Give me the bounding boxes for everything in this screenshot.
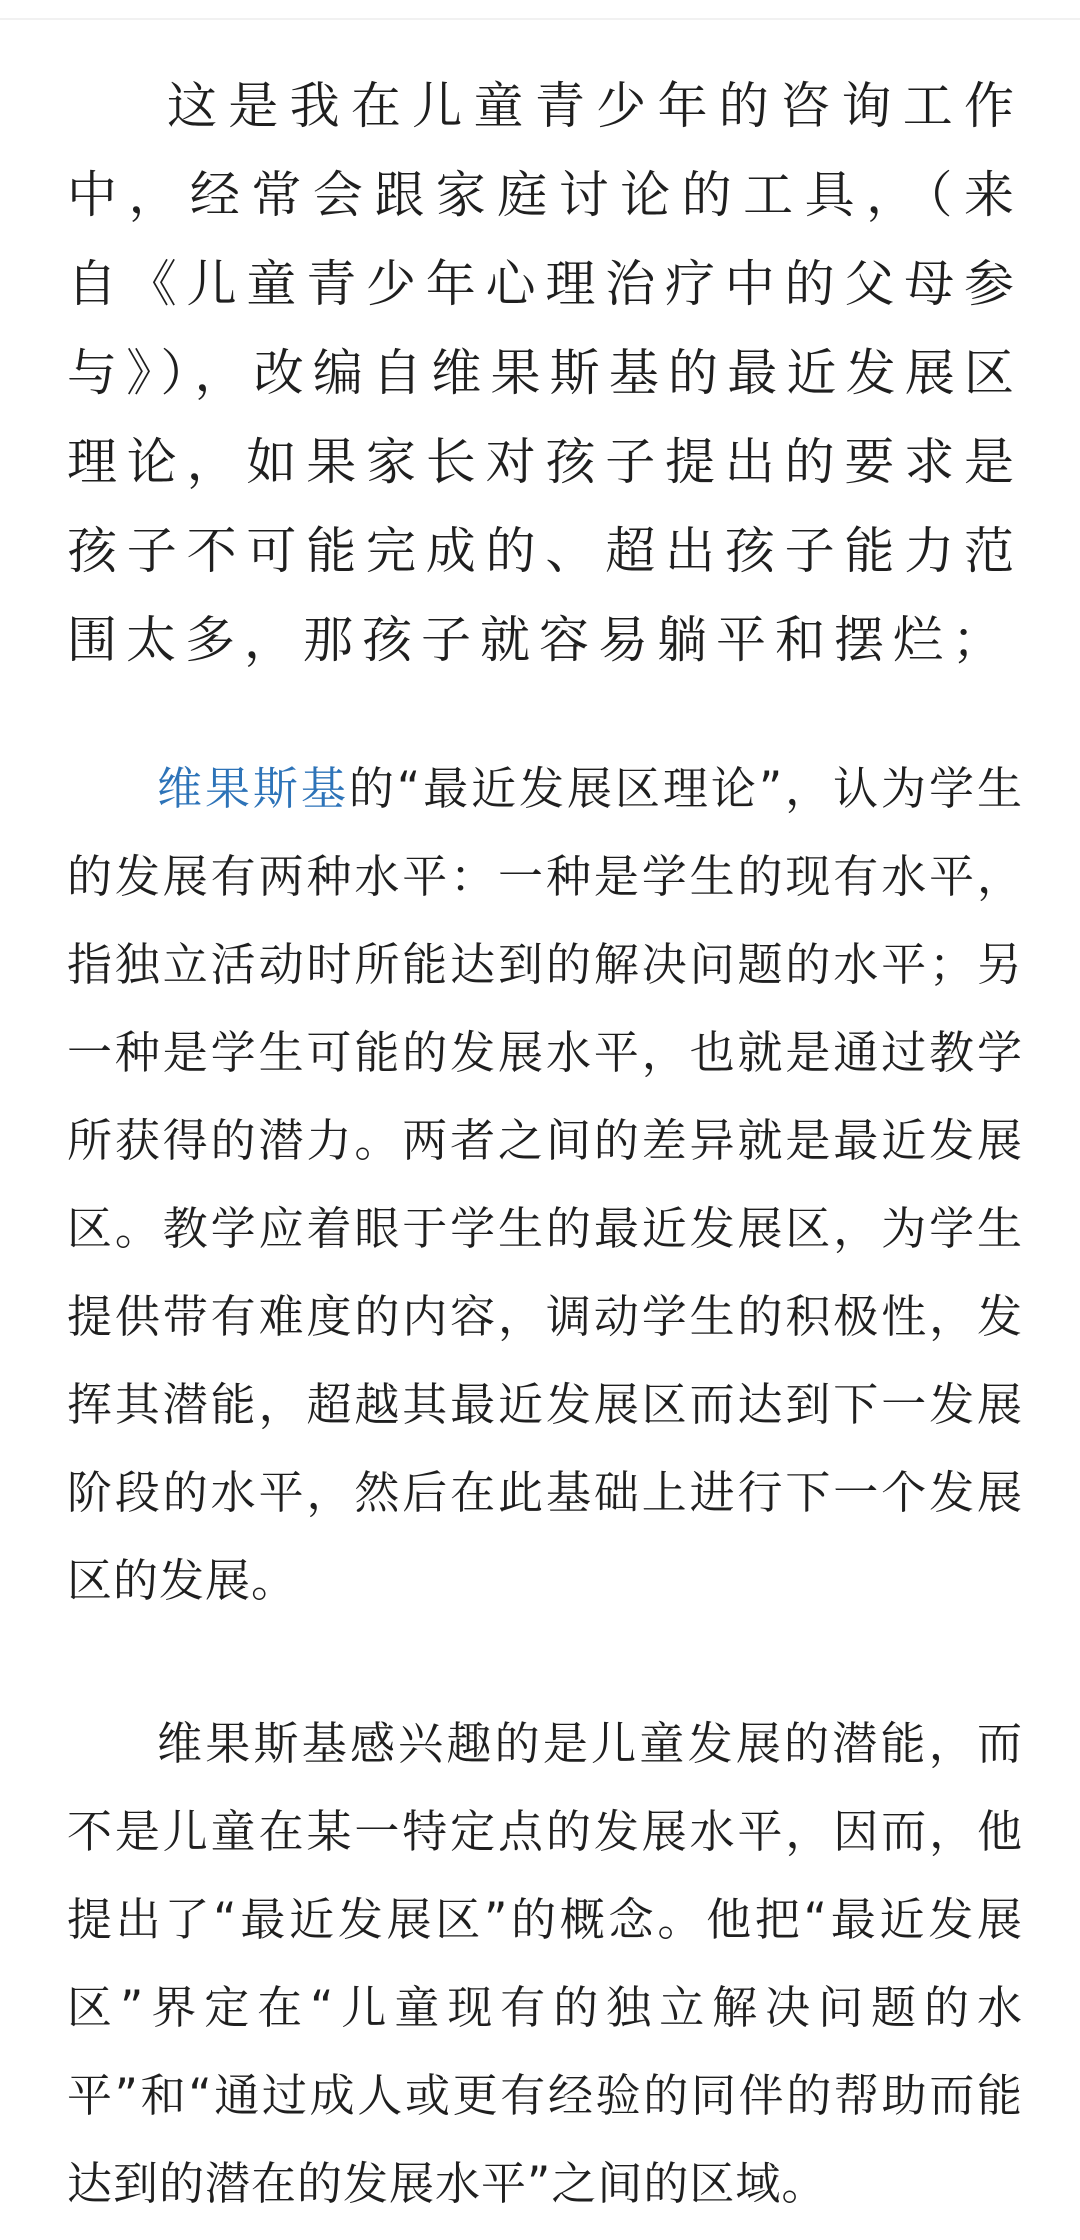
top-divider (0, 18, 1080, 20)
paragraph-theory-text: 的“最近发展区理论”，认为学生的发展有两种水平：一种是学生的现有水平，指独立活动时所能达到的解决问题的水平；另一种是学生可能的发展水平，也就是通过教学所获得的潜力。两者之间的差异就是最近发展区。教学应着眼于学生的最近发展区，为学生提供带有难度的内容，调动学生的积极性，发挥其潜能，超越其最近发展区而达到下一发展阶段的水平，然后在此基础上进行下一个发展区的发展。 (67, 762, 1023, 1607)
paragraph-potential: 维果斯基感兴趣的是儿童发展的潜能，而不是儿童在某一特定点的发展水平，因而，他提出了“最近发展区”的概念。他把“最近发展区”界定在“儿童现有的独立解决问题的水平”和“通过成人或更有经验的同伴的帮助而能达到的潜在的发展水平”之间的区域。 (67, 1717, 1023, 2210)
vygotsky-link[interactable]: 维果斯基 (157, 762, 349, 815)
paragraph-theory (67, 745, 1023, 1625)
paragraph-intro: 这是我在儿童青少年的咨询工作中，经常会跟家庭讨论的工具，（来自《儿童青少年心理治疗中的父母参与》），改编自维果斯基的最近发展区理论，如果家长对孩子提出的要求是孩子不可能完成的、超出孩子能力范围太多，那孩子就容易躺平和摆烂； (67, 77, 1023, 669)
article-body (67, 62, 1023, 2228)
